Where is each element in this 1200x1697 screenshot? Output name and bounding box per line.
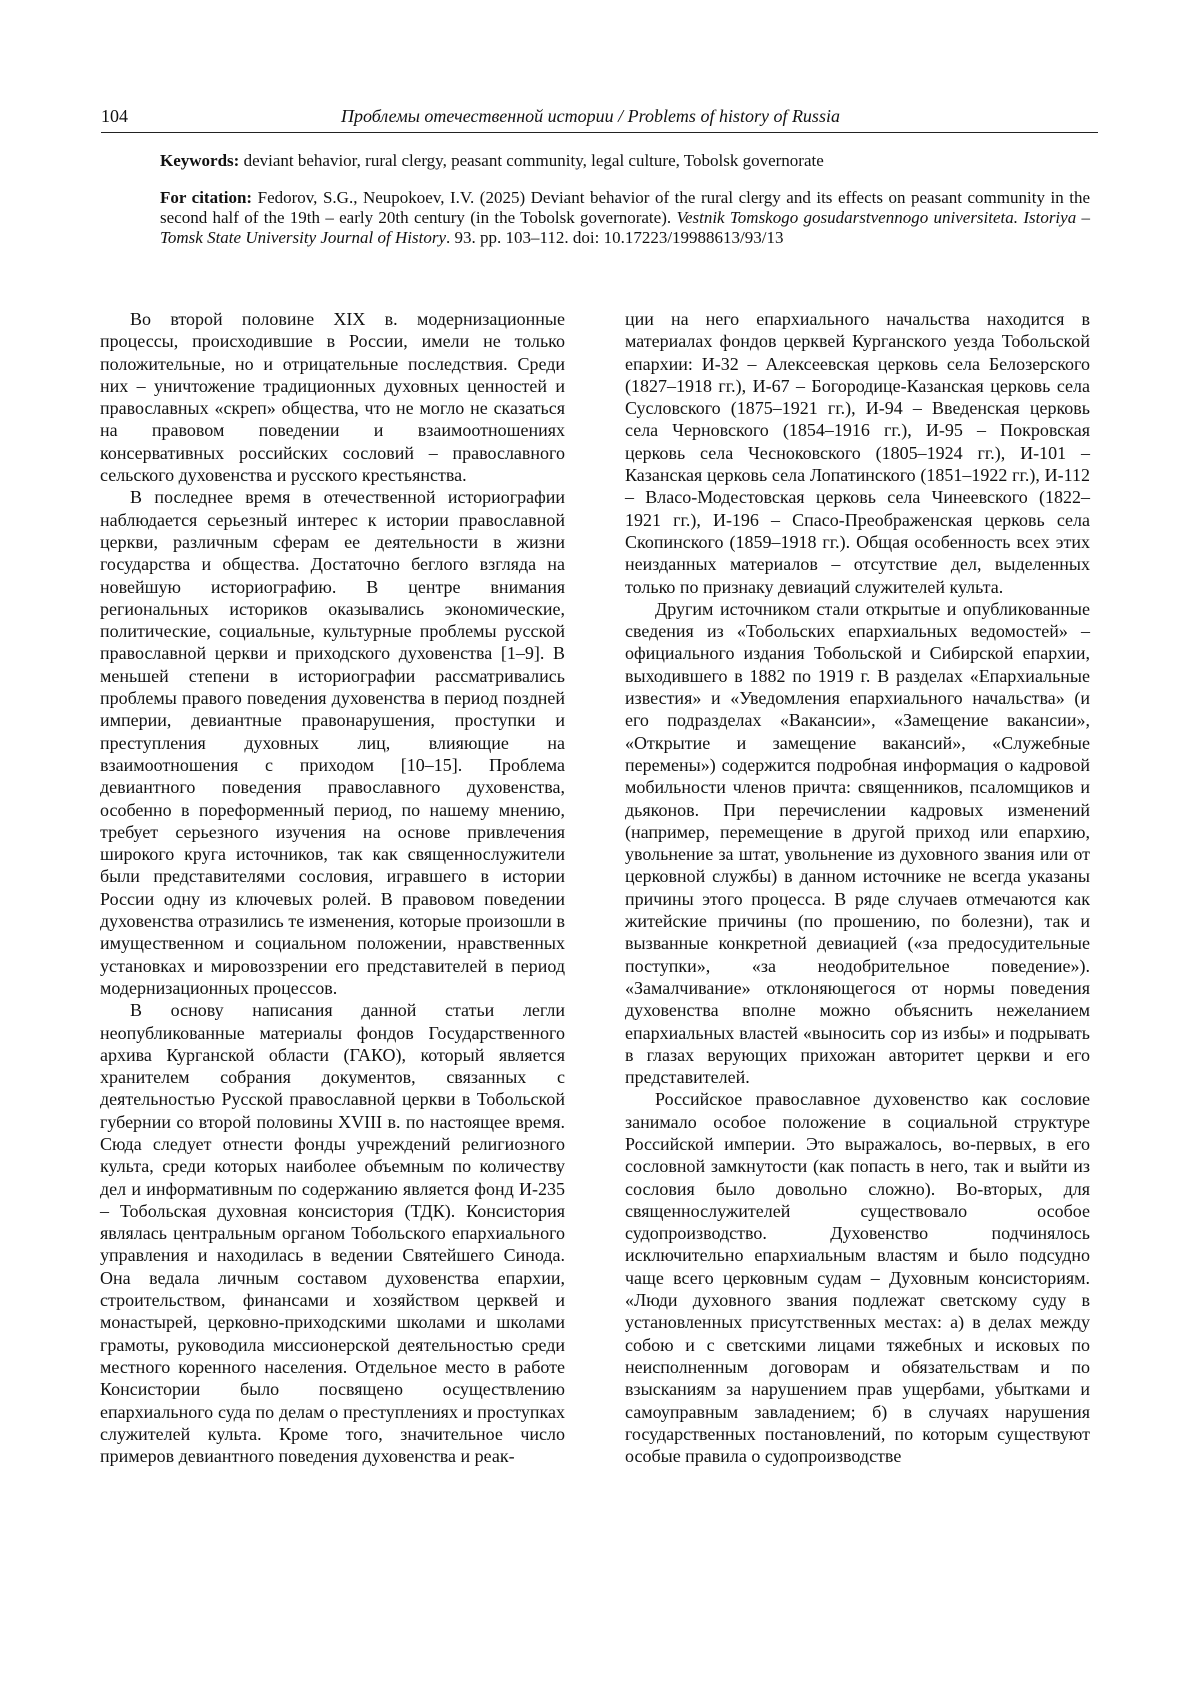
journal-title: Проблемы отечественной истории / Problems of history of Russia [341,106,840,127]
page-number: 104 [101,106,128,127]
citation-label: For citation: [160,188,252,207]
paragraph: Российское православное духовенство как сословие занимало особое положение в социальной структуре Российской империи. Это выражалось, во-первых, в его сословной замкнутости (как попасть в него, так и выйти из сословия было довольно сложно). Во-вторых, для священнослужителей существовало особое судопроизводство. Духовенство подчинялось исключительно епархиальным властям и было подсудно чаще всего церковным судам – Духовным консисториям. «Люди духовного звания подлежат светскому суду в установленных присутственных местах: а) в делах между собою и с светскими лицами тяжебных и исковых по неисполненным договорам и обязательствам и по взысканиям за нарушением прав ущербами, убытками и самоуправным завладением; б) в случаях нарушения государственных постановлений, по которым существуют особые правила о судопроизводстве [625,1088,1090,1467]
paragraph: В последнее время в отечественной историографии наблюдается серьезный интерес к истории православной церкви, различным сферам ее деятельности в жизни государства и общества. Достаточно беглого взгляда на новейшую историографию. В центре внимания региональных историков оказывались экономические, политические, социальные, культурные проблемы русской православной церкви и приходского духовенства [1–9]. В меньшей степени в историографии рассматривались проблемы правого поведения духовенства в период поздней империи, девиантные правонарушения, проступки и преступления духовных лиц, влияющие на взаимоотношения с приходом [10–15]. Проблема девиантного поведения православного духовенства, особенно в пореформенный период, по нашему мнению, требует серьезного изучения на основе привлечения широкого круга источников, так как священнослужители были представителями сословия, игравшего в истории России одну из ключевых ролей. В правовом поведении духовенства отразились те изменения, которые произошли в имущественном и социальном положении, нравственных установках и мировоззрении его представителей в период модернизационных процессов. [100,486,565,999]
page-header [101,106,1098,133]
paragraph: Во второй половине XIX в. модернизационные процессы, происходившие в России, имели не только положительные, но и отрицательные последствия. Среди них – уничтожение традиционных духовных ценностей и православных «скреп» общества, что не могло не сказаться на правовом поведении и взаимоотношениях консервативных российских сословий – православного сельского духовенства и русского крестьянства. [100,308,565,486]
left-column [100,308,565,1467]
keywords-label: Keywords: [160,151,239,170]
right-column [625,308,1090,1467]
paragraph: Другим источником стали открытые и опубликованные сведения из «Тобольских епархиальных ведомостей» – официального издания Тобольской и Сибирской епархии, выходившего в 1882 по 1919 г. В разделах «Епархиальные известия» и «Уведомления епархиального начальства» (и его подразделах «Вакансии», «Замещение вакансии», «Открытие и замещение вакансий», «Служебные перемены») содержится подробная информация о кадровой мобильности членов причта: священников, псаломщиков и дьяконов. При перечислении кадровых изменений (например, перемещение в другой приход или епархию, увольнение за штат, увольнение из духовного звания или от церковной службы) в данном источнике не всегда указаны причины этого процесса. В ряде случаев отмечаются как житейские причины (по прошению, по болезни), так и вызванные конкретной девиацией («за предосудительные поступки», «за неодобрительное поведение»). «Замалчивание» отклоняющегося от нормы поведения духовенства вполне можно объяснить нежеланием епархиальных властей «выносить сор из избы» и подрывать в глазах верующих прихожан авторитет церкви и его представителей. [625,598,1090,1089]
paragraph: ции на него епархиального начальства находится в материалах фондов церквей Курганского уезда Тобольской епархии: И-32 – Алексеевская церковь села Белозерского (1827–1918 гг.), И-67 – Богородице-Казанская церковь села Сусловского (1875–1921 гг.), И-94 – Введенская церковь села Черновского (1854–1916 гг.), И-95 – Покровская церковь села Чесноковского (1805–1924 гг.), И-101 – Казанская церковь села Лопатинского (1851–1922 гг.), И-112 – Власо-Модестовская церковь села Чинеевского (1822–1921 гг.), И-196 – Спасо-Преображенская церковь села Скопинского (1859–1918 гг.). Общая особенность всех этих неизданных материалов – отсутствие дел, выделенных только по признаку девиаций служителей культа. [625,308,1090,598]
keywords-text: deviant behavior, rural clergy, peasant community, legal culture, Tobolsk governorate [244,151,824,170]
citation-journal: Vestnik Tomskogo gosudarstvennogo universiteta. Istoriya – Tomsk State University Journal of History [160,208,1090,247]
citation-text: Fedorov, S.G., Neupokoev, I.V. (2025) Deviant behavior of the rural clergy and its effects on peasant community in the second half of the 19th – early 20th century (in the Tobolsk governorate). [160,188,1090,227]
keywords [160,150,1090,172]
citation [160,188,1090,249]
paragraph: В основу написания данной статьи легли неопубликованные материалы фондов Государственного архива Курганской области (ГАКО), который является хранителем собрания документов, связанных с деятельностью Русской православной церкви в Тобольской губернии со второй половины XVIII в. по настоящее время. Сюда следует отнести фонды учреждений религиозного культа, среди которых наиболее объемным по количеству дел и информативным по содержанию является фонд И-235 – Тобольская духовная консистория (ТДК). Консистория являлась центральным органом Тобольского епархиального управления и находилась в ведении Святейшего Синода. Она ведала личным составом духовенства епархии, строительством, финансами и хозяйством церквей и монастырей, церковно-приходскими школами и школами грамоты, руководила миссионерской деятельностью среди местного коренного населения. Отдельное место в работе Консистории было посвящено осуществлению епархиального суда по делам о преступлениях и проступках служителей культа. Кроме того, значительное число примеров девиантного поведения духовенства и реак- [100,999,565,1467]
citation-tail: . 93. pp. 103–112. doi: 10.17223/19988613/93/13 [446,228,784,247]
